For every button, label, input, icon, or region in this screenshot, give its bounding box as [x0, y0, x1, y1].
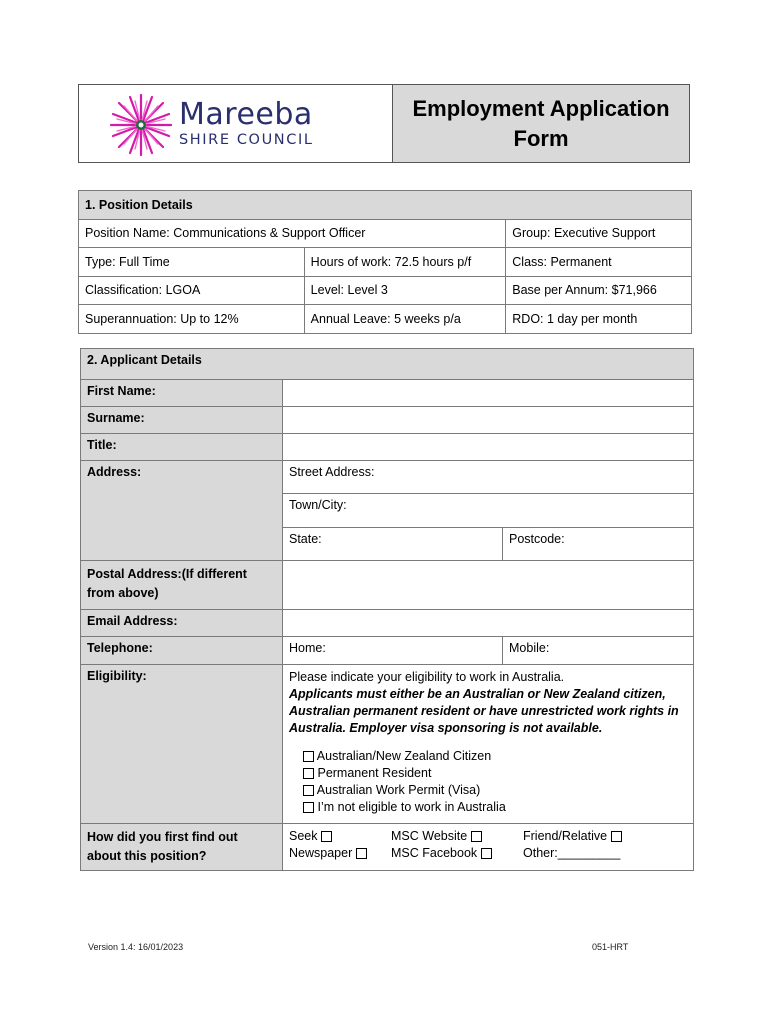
- section-heading-applicant: 2. Applicant Details: [81, 349, 694, 380]
- form-title: Employment Application Form: [393, 85, 690, 163]
- footer-code: 051-HRT: [592, 942, 629, 952]
- position-name: Position Name: Communications & Support Officer: [79, 219, 506, 248]
- first-name-label: First Name:: [81, 380, 283, 407]
- checkbox[interactable]: [303, 785, 314, 796]
- first-name-field[interactable]: [283, 380, 694, 407]
- checkbox[interactable]: [303, 768, 314, 779]
- checkbox[interactable]: [321, 831, 332, 842]
- eligibility-note: Applicants must either be an Australian or New Zealand citizen, Australian permanent resident or have unrestricted work rights in Australia. Employer visa sponsoring is not available.: [289, 687, 679, 735]
- checkbox[interactable]: [611, 831, 622, 842]
- town-city-field[interactable]: Town/City:: [283, 494, 694, 528]
- email-field[interactable]: [283, 610, 694, 637]
- eligibility-intro: Please indicate your eligibility to work in Australia.: [289, 670, 565, 684]
- email-label: Email Address:: [81, 610, 283, 637]
- postal-address-label: Postal Address:(If different from above): [81, 561, 283, 610]
- checkbox[interactable]: [303, 751, 314, 762]
- position-superannuation: Superannuation: Up to 12%: [79, 305, 305, 334]
- how-found-label: How did you first find out about this position?: [81, 824, 283, 871]
- source-msc-website[interactable]: MSC Website: [391, 828, 482, 845]
- postal-address-field[interactable]: [283, 561, 694, 610]
- position-type: Type: Full Time: [79, 248, 305, 277]
- position-classification: Classification: LGOA: [79, 276, 305, 305]
- logo-subtitle: SHIRE COUNCIL: [179, 132, 314, 148]
- section-heading-position: 1. Position Details: [79, 191, 692, 220]
- eligibility-cell: [283, 665, 694, 824]
- telephone-label: Telephone:: [81, 637, 283, 665]
- eligibility-option-citizen[interactable]: Australian/New Zealand Citizen: [303, 748, 687, 765]
- checkbox[interactable]: [303, 802, 314, 813]
- checkbox[interactable]: [481, 848, 492, 859]
- position-group: Group: Executive Support: [506, 219, 692, 248]
- how-found-cell: [283, 824, 694, 871]
- address-label: Address:: [81, 461, 283, 561]
- position-rdo: RDO: 1 day per month: [506, 305, 692, 334]
- state-field[interactable]: State:: [283, 528, 503, 561]
- mobile-phone-field[interactable]: Mobile:: [503, 637, 694, 665]
- flower-logo-icon: [109, 93, 173, 157]
- source-seek[interactable]: Seek: [289, 828, 332, 845]
- surname-field[interactable]: [283, 407, 694, 434]
- form-header: [78, 84, 690, 163]
- logo-cell: [79, 85, 393, 163]
- position-level: Level: Level 3: [304, 276, 506, 305]
- eligibility-options: [289, 748, 687, 816]
- eligibility-option-work-permit[interactable]: Australian Work Permit (Visa): [303, 782, 687, 799]
- postcode-field[interactable]: Postcode:: [503, 528, 694, 561]
- source-msc-facebook[interactable]: MSC Facebook: [391, 845, 492, 862]
- position-details-table: [78, 190, 692, 334]
- checkbox[interactable]: [471, 831, 482, 842]
- eligibility-option-not-eligible[interactable]: I’m not eligible to work in Australia: [303, 799, 687, 816]
- position-class: Class: Permanent: [506, 248, 692, 277]
- title-field[interactable]: [283, 434, 694, 461]
- position-annual-leave: Annual Leave: 5 weeks p/a: [304, 305, 506, 334]
- footer-version: Version 1.4: 16/01/2023: [88, 942, 184, 952]
- logo-name: Mareeba: [179, 97, 313, 132]
- title-label: Title:: [81, 434, 283, 461]
- applicant-details-table: [80, 348, 694, 871]
- position-hours: Hours of work: 72.5 hours p/f: [304, 248, 506, 277]
- surname-label: Surname:: [81, 407, 283, 434]
- checkbox[interactable]: [356, 848, 367, 859]
- source-newspaper[interactable]: Newspaper: [289, 845, 367, 862]
- home-phone-field[interactable]: Home:: [283, 637, 503, 665]
- position-base-salary: Base per Annum: $71,966: [506, 276, 692, 305]
- source-other[interactable]: Other:_________: [523, 846, 621, 860]
- eligibility-option-permanent-resident[interactable]: Permanent Resident: [303, 765, 687, 782]
- eligibility-label: Eligibility:: [81, 665, 283, 824]
- street-address-field[interactable]: Street Address:: [283, 461, 694, 494]
- source-friend-relative[interactable]: Friend/Relative: [523, 828, 622, 845]
